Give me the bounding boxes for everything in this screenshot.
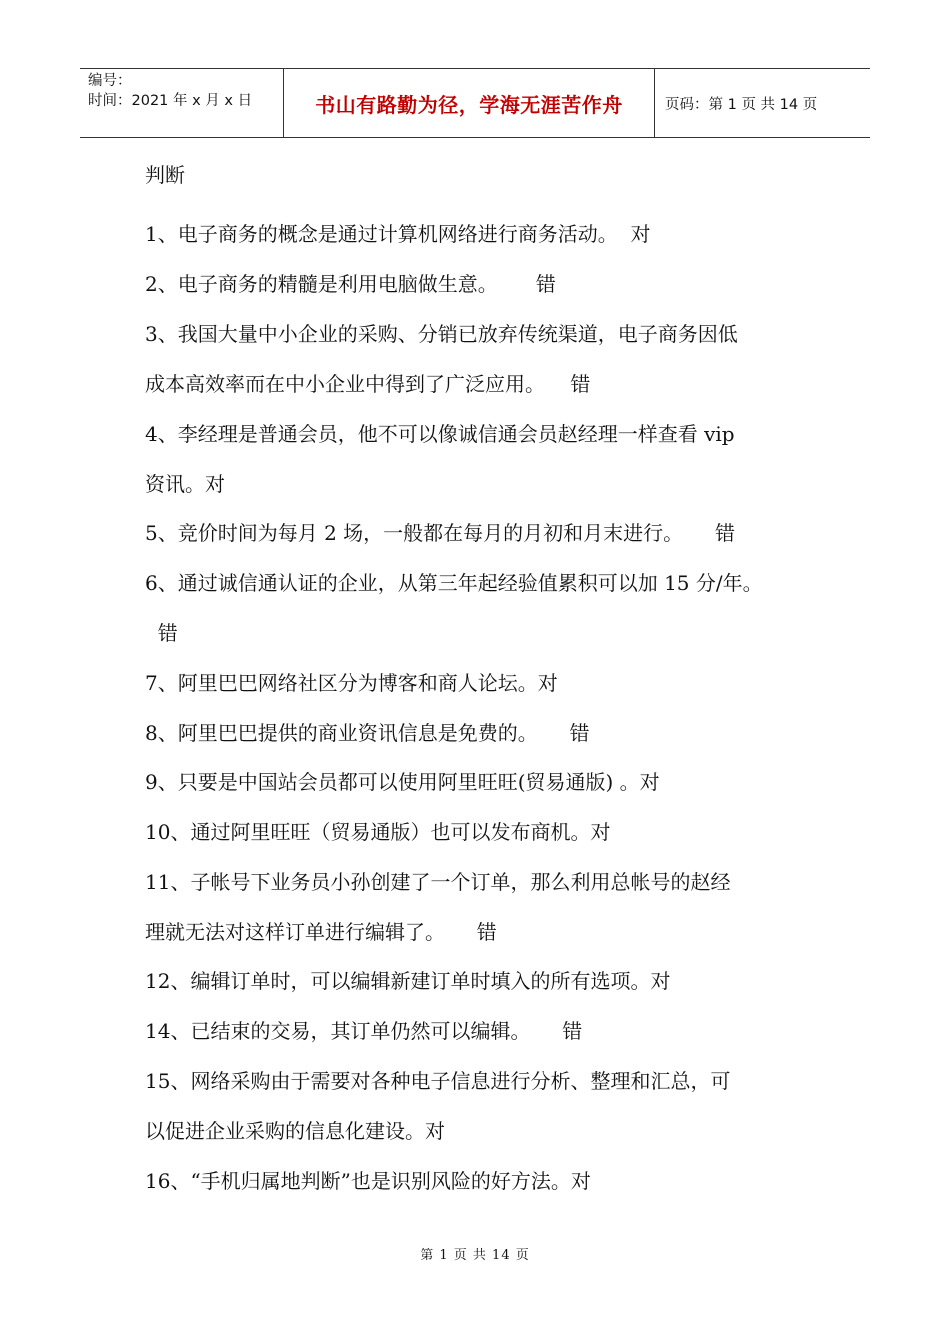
- text-line: 16、“手机归属地判断”也是识别风险的好方法。对: [145, 1169, 591, 1193]
- text-line: 1、电子商务的概念是通过计算机网络进行商务活动。 对: [145, 222, 651, 246]
- text-line: 错: [145, 621, 178, 645]
- text-line: 4、李经理是普通会员，他不可以像诚信通会员赵经理一样查看 vip: [145, 422, 735, 446]
- text-line: 成本高效率而在中小企业中得到了广泛应用。 错: [145, 372, 591, 396]
- text-line: 10、通过阿里旺旺（贸易通版）也可以发布商机。对: [145, 820, 611, 844]
- section-title: 判断: [145, 163, 185, 187]
- text-line: 12、编辑订单时，可以编辑新建订单时填入的所有选项。对: [145, 969, 671, 993]
- text-line: 9、只要是中国站会员都可以使用阿里旺旺(贸易通版) 。对: [145, 770, 660, 794]
- text-line: 3、我国大量中小企业的采购、分销已放弃传统渠道，电子商务因低: [145, 322, 738, 346]
- text-line: 6、通过诚信通认证的企业，从第三年起经验值累积可以加 15 分/年。: [145, 571, 763, 595]
- text-line: 2、电子商务的精髓是利用电脑做生意。 错: [145, 272, 556, 296]
- header-meta: [80, 69, 283, 137]
- text-line: 5、竞价时间为每月 2 场，一般都在每月的月初和月末进行。 错: [145, 521, 735, 545]
- date-label: 时间：2021 年 x 月 x 日: [88, 93, 253, 109]
- text-line: 15、网络采购由于需要对各种电子信息进行分析、整理和汇总，可: [145, 1069, 731, 1093]
- footer-page-number: 第 1 页 共 14 页: [420, 1248, 530, 1263]
- text-line: 资讯。对: [145, 472, 225, 496]
- text-line: 11、子帐号下业务员小孙创建了一个订单，那么利用总帐号的赵经: [145, 870, 731, 894]
- page-info-text: 页码：第 1 页 共 14 页: [665, 96, 818, 113]
- doc-number-label: 编号：: [88, 73, 132, 89]
- text-line: 以促进企业采购的信息化建设。对: [145, 1119, 445, 1143]
- text-line: 理就无法对这样订单进行编辑了。 错: [145, 920, 497, 944]
- motto-text: 书山有路勤为径，学海无涯苦作舟: [315, 92, 623, 117]
- text-line: 14、已结束的交易，其订单仍然可以编辑。 错: [145, 1019, 583, 1043]
- header-motto-cell: [283, 69, 655, 137]
- page-header: [80, 68, 870, 138]
- text-line: 8、阿里巴巴提供的商业资讯信息是免费的。 错: [145, 721, 590, 745]
- page-footer: [0, 1244, 950, 1263]
- text-line: 7、阿里巴巴网络社区分为博客和商人论坛。对: [145, 671, 558, 695]
- header-page-info: [655, 69, 870, 137]
